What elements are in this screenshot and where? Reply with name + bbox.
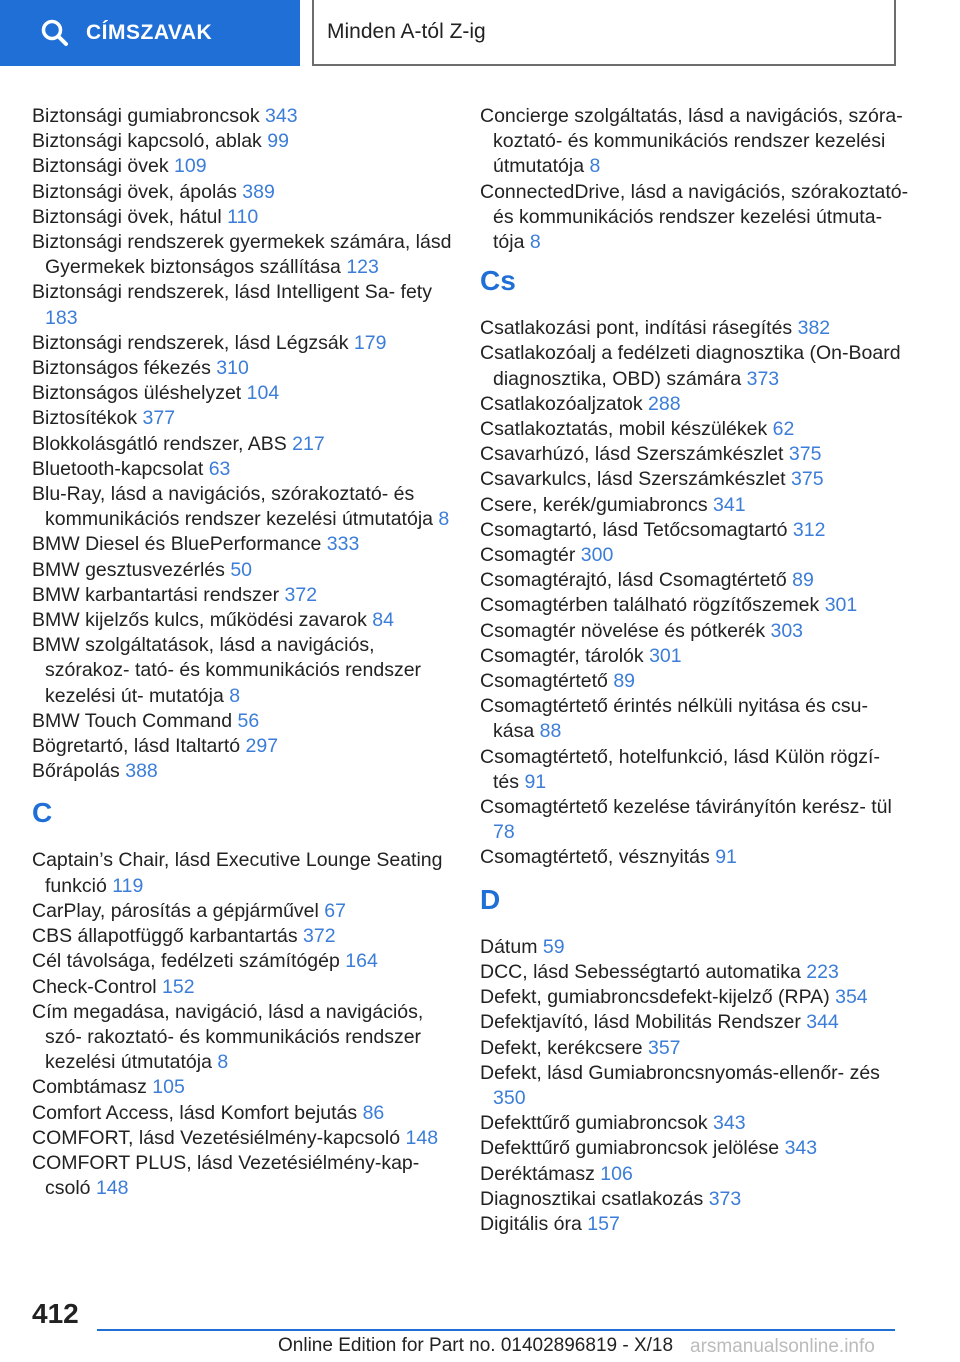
a-to-z-tab[interactable]	[312, 0, 896, 66]
index-entry-text: BMW Touch Command	[32, 709, 238, 732]
page-link[interactable]: 8	[438, 508, 450, 531]
index-entry-text: Csatlakoztatás, mobil készülékek	[480, 418, 773, 441]
index-entry-text: Csatlakozóaljzatok	[480, 392, 648, 415]
index-entry-text: Digitális óra	[480, 1212, 588, 1235]
index-entry-text: Biztonsági rendszerek gyermekek számára, lásd Gyermekek biztonságos szállítása	[32, 231, 452, 279]
page-link[interactable]: 91	[715, 846, 737, 869]
index-entry-text: Biztonsági övek, hátul	[32, 205, 228, 228]
index-entry-text: Csere, kerék/gumiabroncs	[480, 493, 714, 516]
index-entry-text: Biztonságos fékezés	[32, 357, 217, 380]
page-link[interactable]: 183	[45, 306, 78, 329]
index-entry-text: Defekt, gumiabroncsdefekt-kijelző (RPA)	[480, 986, 836, 1009]
magnifier-icon	[40, 18, 70, 48]
index-entry	[480, 543, 910, 568]
index-entry	[480, 316, 910, 341]
index-entry-text: CBS állapotfüggő karbantartás	[32, 925, 304, 948]
index-entry	[32, 608, 452, 633]
index-list-b	[32, 104, 452, 784]
page-link[interactable]: 8	[217, 1051, 229, 1074]
page-link[interactable]: 109	[174, 155, 207, 178]
index-entry	[32, 532, 452, 557]
index-entry-text: COMFORT PLUS, lásd Vezetésiélmény-kap- csoló	[32, 1151, 420, 1200]
index-entry-text: Csavarkulcs, lásd Szerszámkészlet	[480, 468, 792, 491]
index-entry-text: CarPlay, párosítás a gépjárművel	[32, 899, 325, 922]
page-link[interactable]: 343	[265, 105, 298, 127]
index-entry	[480, 593, 910, 618]
index-entry	[32, 432, 452, 457]
index-entry-text: ConnectedDrive, lásd a navigációs, szórakoztató- és kommunikációs rendszer kezelési útmuta- tója	[480, 180, 909, 254]
index-entry-text: Biztonsági rendszerek, lásd Légzsák	[32, 331, 354, 354]
page-link[interactable]: 91	[524, 770, 547, 793]
index-entry-text: Csomagtérajtó, lásd Csomagtértető	[480, 569, 793, 592]
a-to-z-tab-label: Minden A-tól Z-ig	[327, 20, 486, 43]
index-list-c-cont	[480, 104, 910, 255]
index-entry	[32, 558, 452, 583]
index-entry-text: Bögretartó, lásd Italtartó	[32, 735, 246, 758]
page-link[interactable]: 389	[242, 180, 275, 203]
index-entry	[32, 154, 452, 179]
page-link[interactable]: 375	[791, 468, 824, 491]
page-link[interactable]: 373	[708, 1187, 742, 1210]
page-link[interactable]: 99	[267, 130, 289, 153]
index-entry-text: Biztonsági övek, ápolás	[32, 180, 243, 203]
index-entry-text: Deréktámasz	[480, 1162, 601, 1185]
index-entry	[480, 442, 910, 467]
index-entry	[480, 568, 910, 593]
page-link[interactable]: 89	[792, 569, 814, 592]
page-link[interactable]: 89	[613, 670, 636, 693]
page-link[interactable]: 86	[362, 1101, 385, 1124]
index-entry	[32, 205, 452, 230]
index-entry	[32, 633, 452, 709]
page-link[interactable]: 382	[797, 317, 831, 340]
index-entry-text: Csavarhúzó, lásd Szerszámkészlet	[480, 443, 789, 466]
index-entry-text: Csomagtértető, vésznyitás	[480, 846, 716, 869]
index-entry-text: Biztonsági rendszerek, lásd Intelligent Sa- fety	[32, 281, 432, 304]
page-link[interactable]: 343	[784, 1137, 818, 1160]
index-entry-text: Cím megadása, navigáció, lásd a navigációs, szó- rakoztató- és kommunikációs rendszer kezelési útmutatója	[32, 1000, 424, 1074]
index-entry	[32, 406, 452, 431]
page-link[interactable]: 59	[542, 935, 565, 958]
index-entry-text: DCC, lásd Sebességtartó automatika	[480, 960, 807, 983]
index-entry-text: COMFORT, lásd Vezetésiélmény-kapcsoló	[32, 1126, 406, 1149]
index-entry-text: Csomagtartó, lásd Tetőcsomagtartó	[480, 518, 793, 541]
page-link[interactable]: 56	[237, 709, 260, 732]
page-link[interactable]: 350	[493, 1086, 526, 1109]
search-keywords-tab[interactable]	[0, 0, 300, 66]
page-link[interactable]: 8	[229, 684, 241, 707]
index-entry-text: Defekt, kerékcsere	[480, 1036, 648, 1059]
index-entry	[480, 960, 910, 985]
index-entry	[480, 341, 910, 391]
index-entry-text: Cél távolsága, fedélzeti számítógép	[32, 950, 346, 973]
index-entry	[480, 845, 910, 870]
index-entry-text: Csomagtérben található rögzítőszemek	[480, 594, 825, 617]
index-entry	[480, 1061, 910, 1111]
page-link[interactable]: 50	[230, 558, 253, 581]
index-entry-text: Csomagtér, tárolók	[480, 644, 650, 667]
page-link[interactable]: 310	[216, 357, 249, 380]
index-entry	[480, 493, 910, 518]
index-entry-text: Csomagtértető, hotelfunkció, lásd Külön rögzí- tés	[480, 745, 880, 793]
page-link[interactable]: 301	[824, 594, 858, 617]
section-letter-cs: Cs	[480, 265, 516, 297]
page-link[interactable]: 78	[493, 821, 515, 844]
page-link[interactable]: 67	[324, 899, 346, 922]
page-link[interactable]: 179	[353, 331, 387, 354]
index-entry	[32, 583, 452, 608]
index-entry	[32, 1151, 452, 1201]
index-entry	[480, 1136, 910, 1161]
index-entry	[32, 924, 452, 949]
page-link[interactable]: 148	[405, 1126, 439, 1149]
index-entry	[480, 644, 910, 669]
page-link[interactable]: 104	[246, 382, 280, 405]
index-entry-text: Combtámasz	[32, 1076, 153, 1099]
index-entry	[32, 129, 452, 154]
page-link[interactable]: 8	[529, 231, 541, 254]
index-entry-text: Blu-Ray, lásd a navigációs, szórakoztató- és kommunikációs rendszer kezelési útmutatója	[32, 483, 439, 531]
index-entry	[32, 1000, 452, 1076]
section-letter-c: C	[32, 797, 53, 829]
page-link[interactable]: 84	[372, 609, 394, 632]
index-entry-text: Csatlakozóalj a fedélzeti diagnosztika (On-Board diagnosztika, OBD) számára	[480, 342, 901, 390]
page-link[interactable]: 62	[772, 418, 795, 441]
page-link[interactable]: 354	[835, 986, 868, 1009]
page-link[interactable]: 152	[162, 975, 195, 998]
page-link[interactable]: 344	[806, 1011, 839, 1034]
index-entry	[32, 709, 452, 734]
index-entry-text: Csomagtértető	[480, 670, 614, 693]
page-link[interactable]: 297	[245, 735, 279, 758]
page-link[interactable]: 88	[539, 720, 562, 743]
page-link[interactable]: 164	[345, 950, 378, 973]
page-link[interactable]: 105	[152, 1076, 185, 1099]
index-entry	[32, 975, 452, 1000]
page-link[interactable]: 157	[587, 1212, 620, 1235]
index-entry	[480, 1162, 910, 1187]
index-entry	[32, 280, 452, 330]
index-entry	[480, 467, 910, 492]
index-entry	[32, 848, 452, 898]
index-entry	[480, 669, 910, 694]
page-link[interactable]: 333	[326, 533, 360, 556]
search-keywords-tab-label: CÍMSZAVAK	[86, 21, 213, 44]
page-link[interactable]: 357	[647, 1036, 681, 1059]
index-entry	[32, 230, 452, 280]
index-entry	[32, 381, 452, 406]
index-entry-text: Csomagtértető érintés nélküli nyitása és csu- kása	[480, 695, 869, 743]
index-entry-text: Comfort Access, lásd Komfort bejutás	[32, 1101, 363, 1124]
index-entry	[480, 1010, 910, 1035]
page-number: 412	[32, 1298, 79, 1329]
index-entry	[480, 1212, 910, 1237]
page-link[interactable]: 217	[292, 432, 325, 455]
index-entry-text: Dátum	[480, 935, 543, 958]
edition-footer: Online Edition for Part no. 01402896819 - X/18	[278, 1335, 674, 1356]
index-entry	[480, 619, 910, 644]
page-link[interactable]: 372	[303, 925, 336, 948]
page-link[interactable]: 223	[806, 960, 839, 983]
index-entry-text: Blokkolásgátló rendszer, ABS	[32, 432, 293, 455]
section-letter-d: D	[480, 883, 501, 915]
index-entry-text: Csomagtér	[480, 544, 581, 567]
index-entry-text: Csatlakozási pont, indítási rásegítés	[480, 317, 798, 340]
page-link[interactable]: 300	[580, 544, 614, 567]
page-link[interactable]: 343	[713, 1112, 746, 1135]
watermark: arsmanualsonline.info	[690, 1336, 875, 1357]
page-link[interactable]: 372	[284, 583, 318, 606]
index-entry	[32, 482, 452, 532]
index-entry	[32, 1101, 452, 1126]
page-link[interactable]: 63	[208, 457, 231, 480]
index-entry	[480, 795, 910, 845]
page-link[interactable]: 312	[792, 518, 826, 541]
index-entry	[32, 104, 452, 129]
index-entry	[480, 745, 910, 795]
page-link[interactable]: 110	[227, 205, 259, 228]
index-entry	[32, 1126, 452, 1151]
page-link[interactable]: 123	[346, 256, 379, 279]
index-entry	[480, 935, 910, 960]
index-entry-text: Biztonsági övek	[32, 155, 174, 178]
index-entry	[480, 417, 910, 442]
index-entry	[32, 180, 452, 205]
index-entry-text: Bluetooth-kapcsolat	[32, 457, 209, 480]
index-entry	[480, 518, 910, 543]
index-entry	[32, 949, 452, 974]
index-entry-text: Biztonsági gumiabroncsok	[32, 105, 266, 127]
index-entry	[480, 1111, 910, 1136]
index-entry	[32, 356, 452, 381]
index-entry	[32, 331, 452, 356]
page-link[interactable]: 373	[746, 367, 780, 390]
index-list-d	[480, 935, 910, 1237]
index-entry	[32, 734, 452, 759]
index-entry-text: Defekttűrő gumiabroncsok jelölése	[480, 1137, 785, 1160]
index-entry-text: Defekttűrő gumiabroncsok	[480, 1112, 714, 1135]
index-entry-text: Diagnosztikai csatlakozás	[480, 1187, 709, 1210]
page-link[interactable]: 148	[95, 1177, 129, 1200]
index-entry-text: Biztosítékok	[32, 407, 143, 430]
index-entry	[32, 899, 452, 924]
page-link[interactable]: 8	[589, 155, 601, 178]
page-link[interactable]: 303	[770, 619, 804, 642]
page-link[interactable]: 341	[713, 493, 746, 516]
index-entry-text: BMW kijelzős kulcs, működési zavarok	[32, 609, 373, 632]
page-link[interactable]: 106	[600, 1162, 633, 1185]
index-list-c	[32, 848, 452, 1201]
index-entry	[480, 104, 910, 180]
page-link[interactable]: 301	[649, 644, 682, 667]
index-entry-text: Biztonsági kapcsoló, ablak	[32, 130, 268, 153]
index-entry-text: Bőrápolás	[32, 760, 126, 783]
page-link[interactable]: 288	[648, 392, 681, 415]
index-entry	[480, 694, 910, 744]
index-entry-text: Biztonságos üléshelyzet	[32, 382, 247, 405]
page-link[interactable]: 388	[125, 760, 158, 783]
index-column-right	[480, 104, 910, 1237]
index-entry-text: BMW Diesel és BluePerformance	[32, 533, 327, 556]
index-entry	[480, 1187, 910, 1212]
index-entry-text: Csomagtér növelése és pótkerék	[480, 619, 771, 642]
index-entry-text: Csomagtértető kezelése távirányítón kerész- tül	[480, 796, 892, 819]
page-link[interactable]: 119	[112, 874, 144, 897]
index-list-cs	[480, 316, 910, 870]
index-entry	[32, 1075, 452, 1100]
page-link[interactable]: 377	[142, 407, 176, 430]
index-entry	[480, 1036, 910, 1061]
index-entry-text: Concierge szolgáltatás, lásd a navigációs, szóra- koztató- és kommunikációs rendszer kezelési útmutatója	[480, 105, 903, 178]
index-entry	[32, 457, 452, 482]
footer-divider	[97, 1329, 895, 1331]
index-entry	[480, 392, 910, 417]
index-entry-text: BMW gesztusvezérlés	[32, 558, 231, 581]
index-entry-text: Defektjavító, lásd Mobilitás Rendszer	[480, 1011, 807, 1034]
index-entry	[480, 180, 910, 256]
index-entry-text: Captain’s Chair, lásd Executive Lounge Seating funkció	[32, 849, 443, 897]
index-column-left	[32, 104, 452, 1201]
index-entry-text: BMW szolgáltatások, lásd a navigációs, szórakoz- tató- és kommunikációs rendszer kezelési út- mutatója	[32, 634, 422, 707]
index-entry-text: Defekt, lásd Gumiabroncsnyomás-ellenőr- zés	[480, 1061, 880, 1084]
index-entry-text: BMW karbantartási rendszer	[32, 583, 285, 606]
index-entry	[480, 985, 910, 1010]
page-link[interactable]: 375	[788, 443, 822, 466]
index-entry-text: Check-Control	[32, 975, 163, 998]
index-entry	[32, 759, 452, 784]
